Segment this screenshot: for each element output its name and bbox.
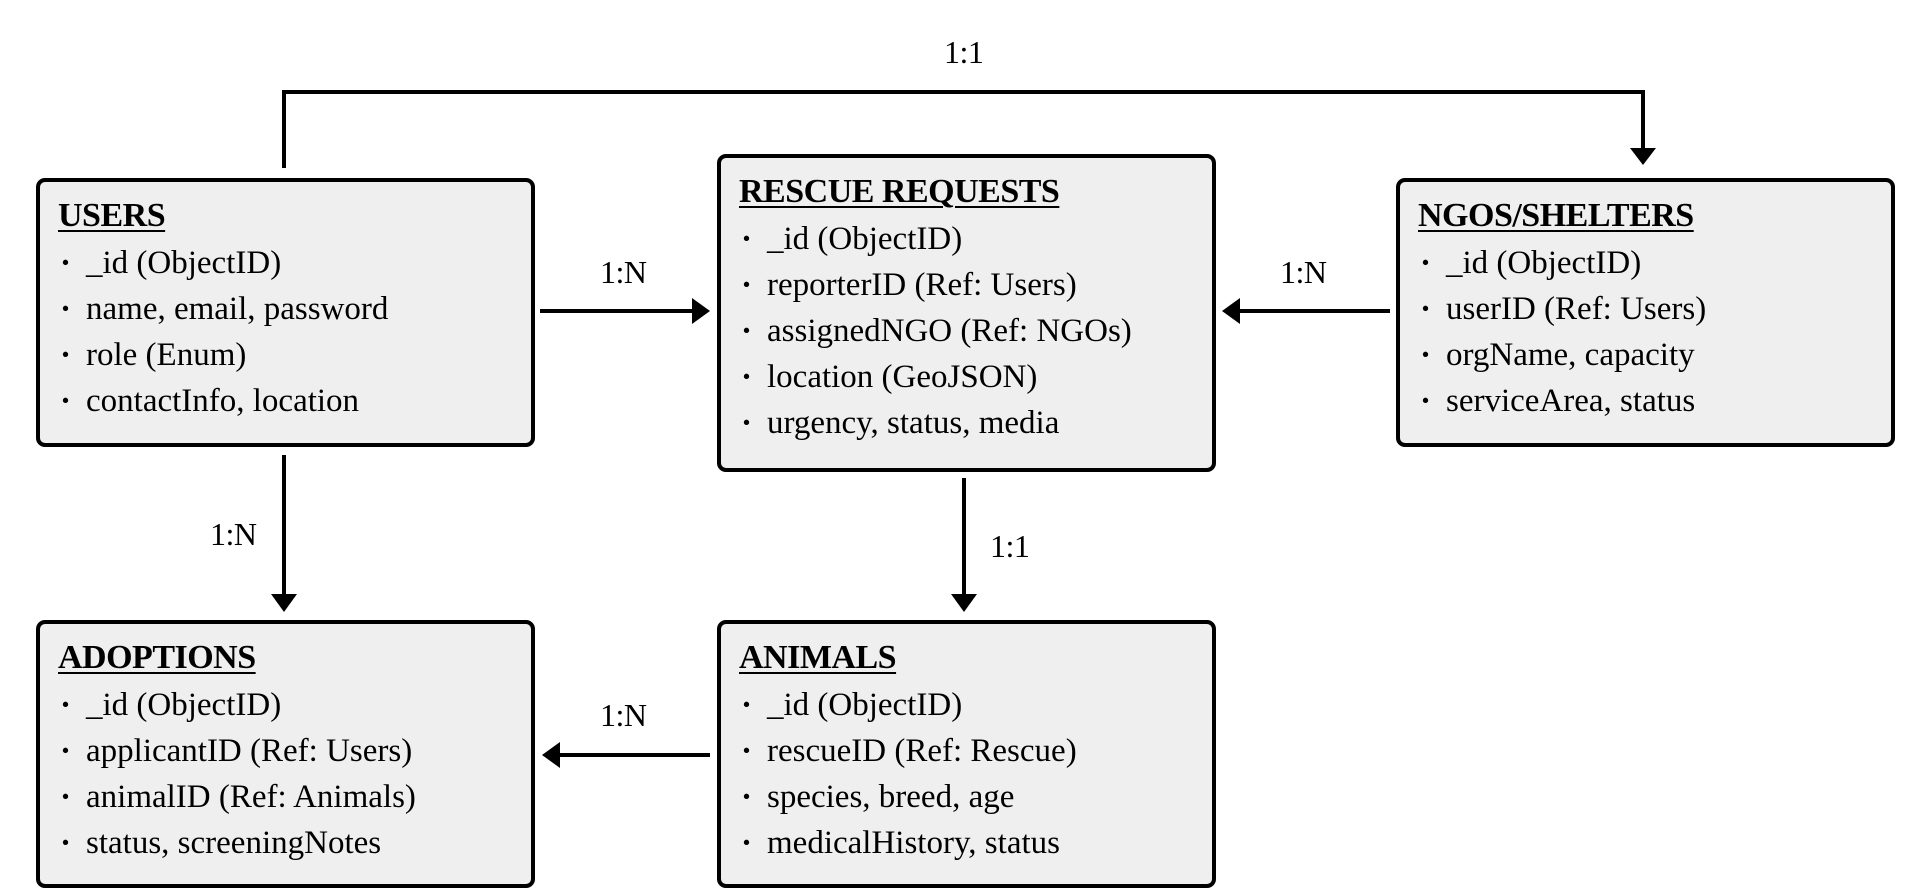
arrowhead-users-ngos bbox=[1630, 148, 1656, 165]
cardinality-label-users-ngos: 1:1 bbox=[944, 34, 984, 70]
field-item: · species, breed, age bbox=[739, 774, 1194, 820]
field-item: · rescueID (Ref: Rescue) bbox=[739, 728, 1194, 774]
field-list bbox=[739, 682, 1194, 866]
entity-ngos-shelters bbox=[1396, 178, 1895, 447]
field-item: · _id (ObjectID) bbox=[1418, 240, 1873, 286]
field-item: · applicantID (Ref: Users) bbox=[58, 728, 513, 774]
cardinality-label-ngos-rescue: 1:N bbox=[1280, 254, 1327, 290]
field-item: · assignedNGO (Ref: NGOs) bbox=[739, 308, 1194, 354]
entity-title: ADOPTIONS bbox=[58, 639, 256, 676]
field-list bbox=[1418, 240, 1873, 424]
field-list bbox=[58, 682, 513, 866]
field-item: · animalID (Ref: Animals) bbox=[58, 774, 513, 820]
arrowhead-ngos-rescue bbox=[1222, 298, 1240, 324]
entity-rescue-requests bbox=[717, 154, 1216, 472]
field-item: · role (Enum) bbox=[58, 332, 513, 378]
arrowhead-users-rescue bbox=[692, 298, 710, 324]
arrowhead-users-adoptions bbox=[271, 594, 297, 612]
field-item: · _id (ObjectID) bbox=[58, 240, 513, 286]
cardinality-label-rescue-animals: 1:1 bbox=[990, 528, 1030, 564]
cardinality-label-users-adoptions: 1:N bbox=[210, 516, 257, 552]
cardinality-label-users-rescue: 1:N bbox=[600, 254, 647, 290]
field-item: · _id (ObjectID) bbox=[739, 682, 1194, 728]
entity-title: USERS bbox=[58, 197, 166, 234]
field-item: · location (GeoJSON) bbox=[739, 354, 1194, 400]
field-list bbox=[58, 240, 513, 424]
cardinality-label-animals-adoptions: 1:N bbox=[600, 697, 647, 733]
field-item: · status, screeningNotes bbox=[58, 820, 513, 866]
field-item: · contactInfo, location bbox=[58, 378, 513, 424]
field-item: · reporterID (Ref: Users) bbox=[739, 262, 1194, 308]
arrowhead-animals-adoptions bbox=[542, 742, 560, 768]
field-item: · orgName, capacity bbox=[1418, 332, 1873, 378]
field-item: · userID (Ref: Users) bbox=[1418, 286, 1873, 332]
entity-adoptions bbox=[36, 620, 535, 888]
field-item: · name, email, password bbox=[58, 286, 513, 332]
entity-title: RESCUE REQUESTS bbox=[739, 173, 1060, 210]
field-item: · _id (ObjectID) bbox=[739, 216, 1194, 262]
field-list bbox=[739, 216, 1194, 446]
entity-users bbox=[36, 178, 535, 447]
field-item: · serviceArea, status bbox=[1418, 378, 1873, 424]
arrowhead-rescue-animals bbox=[951, 594, 977, 612]
entity-title: ANIMALS bbox=[739, 639, 897, 676]
entity-animals bbox=[717, 620, 1216, 888]
field-item: · medicalHistory, status bbox=[739, 820, 1194, 866]
field-item: · _id (ObjectID) bbox=[58, 682, 513, 728]
entity-title: NGOS/SHELTERS bbox=[1418, 197, 1694, 234]
field-item: · urgency, status, media bbox=[739, 400, 1194, 446]
